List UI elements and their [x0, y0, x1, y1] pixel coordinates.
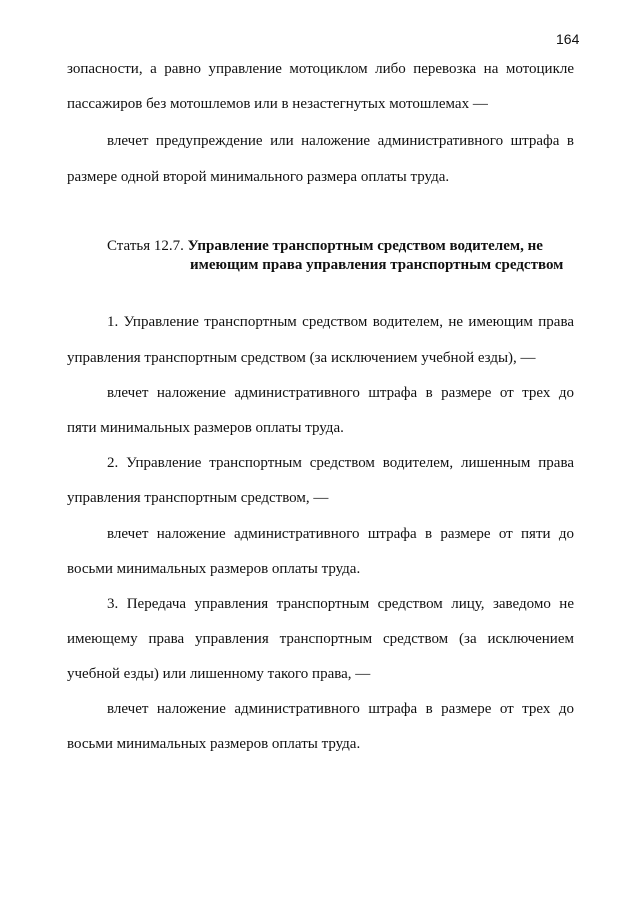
article-label: Статья 12.7. — [107, 238, 184, 254]
part1-line-3: влечет наложение административного штрафа в размере от трех до — [107, 385, 574, 401]
intro-line-3: влечет предупреждение или наложение административного штрафа в — [107, 133, 574, 149]
part1-line-4: пяти минимальных размеров оплаты труда. — [67, 420, 344, 436]
part3-line-4: влечет наложение административного штрафа в размере от трех до — [107, 701, 574, 717]
part2-line-2: управления транспортным средством, — — [67, 490, 329, 506]
part3-line-3: учебной езды) или лишенному такого права, — — [67, 666, 371, 682]
part3-line-1: 3. Передача управления транспортным средством лицу, заведомо не — [107, 596, 574, 612]
article-heading — [107, 237, 543, 255]
part3-line-2: имеющему права управления транспортным средством (за исключением — [67, 631, 574, 647]
part1-line-1: 1. Управление транспортным средством водителем, не имеющим права — [107, 314, 574, 330]
part1-line-2: управления транспортным средством (за исключением учебной езды), — — [67, 350, 536, 366]
part2-line-4: восьми минимальных размеров оплаты труда. — [67, 561, 361, 577]
part2-line-3: влечет наложение административного штрафа в размере от пяти до — [107, 526, 574, 542]
part2-line-1: 2. Управление транспортным средством водителем, лишенным права — [107, 455, 574, 471]
part3-line-5: восьми минимальных размеров оплаты труда. — [67, 736, 361, 752]
intro-line-4: размере одной второй минимального размера оплаты труда. — [67, 169, 450, 185]
page-number: 164 — [556, 31, 580, 47]
intro-line-2: пассажиров без мотошлемов или в незастегнутых мотошлемах — — [67, 96, 488, 112]
article-title-line-2: имеющим права управления транспортным средством — [190, 257, 564, 273]
intro-line-1: зопасности, а равно управление мотоциклом либо перевозка на мотоцикле — [67, 61, 574, 77]
article-title-line-1: Управление транспортным средством водителем, не — [187, 238, 543, 254]
